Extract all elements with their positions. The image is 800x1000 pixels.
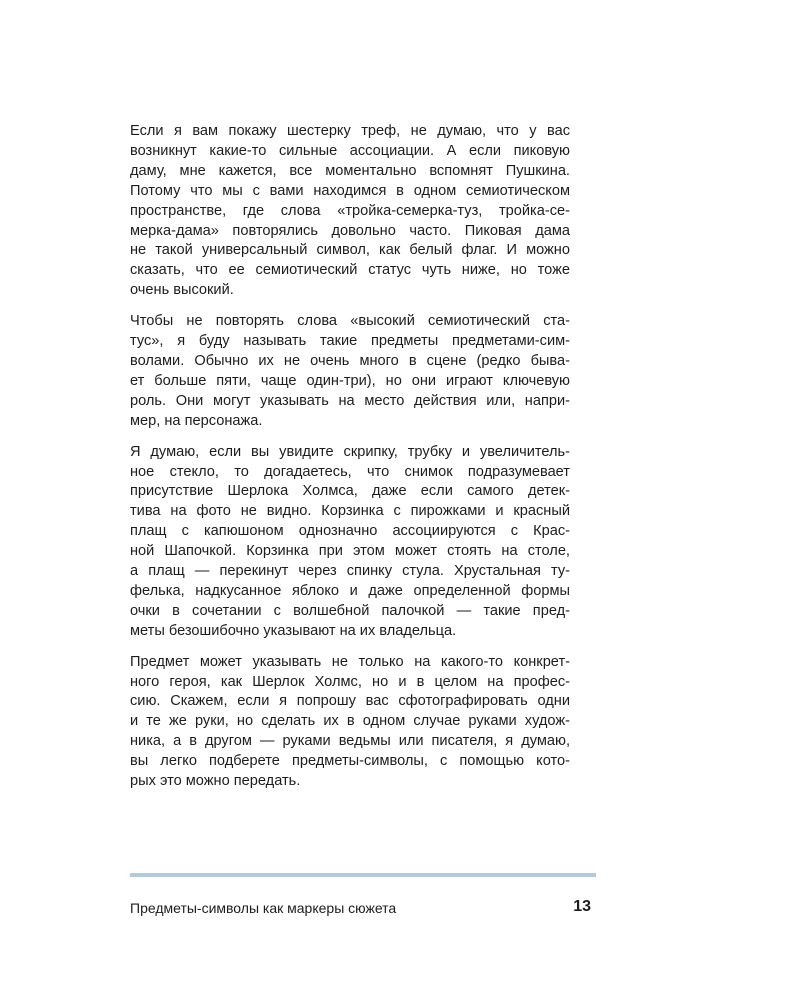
text-line: Я думаю, если вы увидите скрипку, трубку и увеличитель-: [130, 443, 570, 460]
text-line: плащ с капюшоном однозначно ассоциируются с Крас-: [130, 523, 570, 540]
text-line: присутствие Шерлока Холмса, даже если самого детек-: [130, 483, 570, 500]
page-number: 13: [573, 898, 591, 915]
text-line: волами. Обычно их не очень много в сцене (редко быва-: [130, 352, 570, 369]
text-line: ного героя, как Шерлок Холмс, но и в целом на профес-: [130, 673, 570, 690]
text-line: сказать, что ее семиотический статус чуть ниже, но тоже: [130, 262, 570, 279]
text-line: и те же руки, но сделать их в одном случае руками худож-: [130, 713, 570, 730]
text-line: пространстве, где слова «тройка-семерка-туз, тройка-се-: [130, 202, 570, 219]
text-line: роль. Они могут указывать на место действия или, напри-: [130, 392, 570, 409]
body-text: [130, 122, 570, 803]
text-line: ное стекло, то догадаетесь, что снимок подразумевает: [130, 463, 570, 480]
text-line: Чтобы не повторять слова «высокий семиотический ста-: [130, 313, 570, 330]
paragraph-1: [130, 122, 570, 301]
text-line: меты безошибочно указывают на их владельца.: [130, 622, 457, 639]
text-line: сию. Скажем, если я попрошу вас сфотографировать одни: [130, 693, 570, 710]
text-line: ет больше пяти, чаще один-три), но они играют ключевую: [130, 372, 570, 389]
text-line: тива на фото не видно. Корзинка с пирожками и красный: [130, 503, 570, 520]
text-line: Потому что мы с вами находимся в одном семиотическом: [130, 182, 570, 199]
paragraph-3: [130, 443, 570, 642]
text-line: ника, а в другом — руками ведьмы или писателя, я думаю,: [130, 733, 570, 750]
text-line: тус», я буду называть такие предметы предметами-сим-: [130, 333, 570, 350]
text-line: ной Шапочкой. Корзинка при этом может стоять на столе,: [130, 543, 570, 560]
text-line: очки в сочетании с волшебной палочкой — такие пред-: [130, 602, 570, 619]
text-line: даму, мне кажется, все моментально вспомнят Пушкина.: [130, 162, 570, 179]
text-line: очень высокий.: [130, 282, 234, 299]
text-line: фелька, надкусанное яблоко и даже определенной формы: [130, 582, 570, 599]
text-line: вы легко подберете предметы-символы, с помощью кото-: [130, 753, 570, 770]
paragraph-2: [130, 312, 570, 431]
text-line: не такой универсальный символ, как белый флаг. И можно: [130, 242, 570, 259]
running-footer-title: Предметы-символы как маркеры сюжета: [130, 900, 397, 916]
text-line: Предмет может указывать не только на какого-то конкрет-: [130, 653, 570, 670]
text-line: мерка-дама» повторялись довольно часто. Пиковая дама: [130, 222, 570, 239]
footer-divider: [130, 873, 596, 877]
text-line: а плащ — перекинут через спинку стула. Хрустальная ту-: [130, 563, 570, 580]
text-line: мер, на персонажа.: [130, 412, 263, 429]
text-line: Если я вам покажу шестерку треф, не думаю, что у вас: [130, 123, 570, 139]
paragraph-4: [130, 653, 570, 792]
text-line: возникнут какие-то сильные ассоциации. А если пиковую: [130, 142, 570, 159]
text-line: рых это можно передать.: [130, 773, 301, 790]
